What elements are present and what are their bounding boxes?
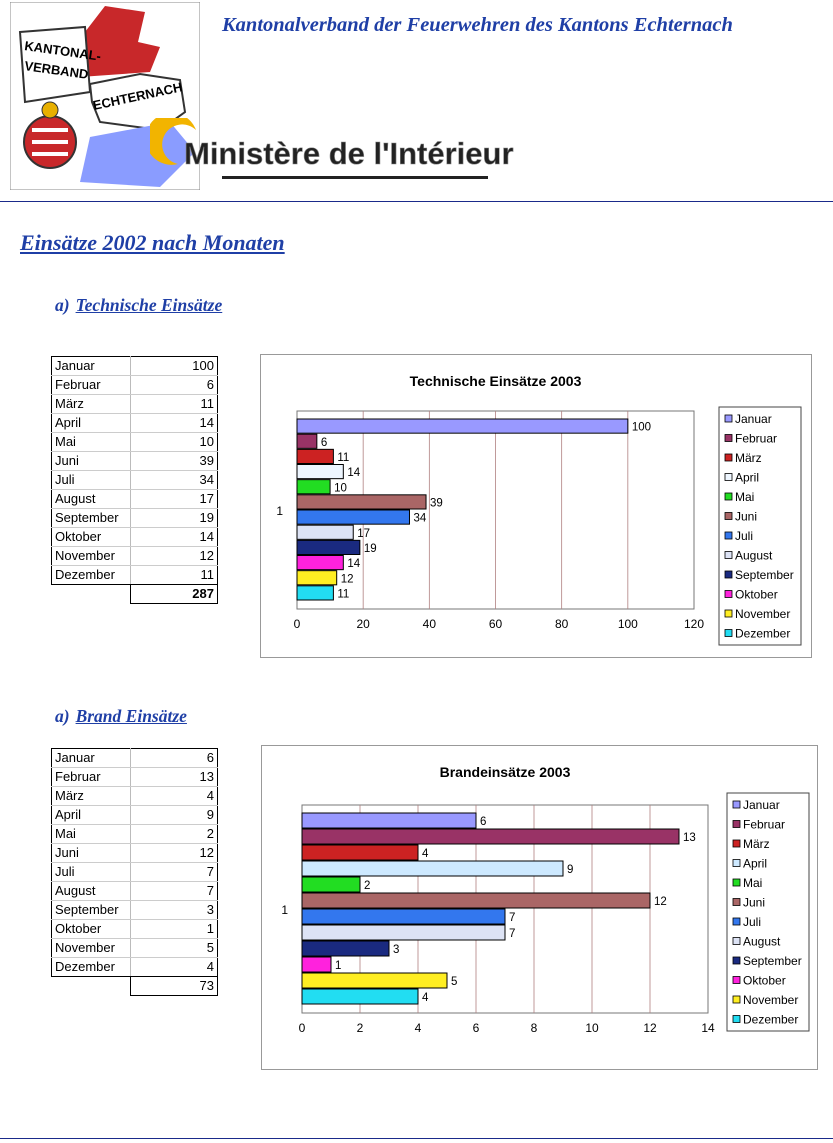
category-label: 1 xyxy=(276,504,283,518)
brand-chart xyxy=(261,745,818,1070)
total-cell: 73 xyxy=(131,977,218,996)
bar-august xyxy=(297,525,353,539)
bar-value-label: 4 xyxy=(422,848,429,860)
value-cell: 12 xyxy=(131,547,218,566)
x-tick-label: 6 xyxy=(472,1021,480,1035)
legend-entry: Mai xyxy=(743,876,763,890)
value-cell: 4 xyxy=(131,958,218,977)
ministere-text: Ministère de l'Intérieur xyxy=(184,136,514,171)
x-tick-label: 0 xyxy=(298,1021,306,1035)
value-cell: 7 xyxy=(131,882,218,901)
table-row xyxy=(52,452,218,471)
bar-value-label: 6 xyxy=(320,436,328,449)
total-row xyxy=(52,977,218,996)
value-cell: 13 xyxy=(131,768,218,787)
month-cell: August xyxy=(52,882,131,901)
month-cell: Juni xyxy=(52,844,131,863)
month-cell: Dezember xyxy=(52,958,131,977)
month-cell: Juni xyxy=(52,452,131,471)
legend-swatch xyxy=(733,879,740,886)
legend-entry: Januar xyxy=(735,412,772,426)
legend-entry: Dezember xyxy=(735,626,791,641)
legend-swatch xyxy=(733,821,740,828)
technische-chart xyxy=(260,354,812,658)
brand-table xyxy=(51,748,218,996)
legend-entry: November xyxy=(743,993,799,1007)
month-cell: April xyxy=(52,806,131,825)
table-row xyxy=(52,357,218,376)
value-cell: 9 xyxy=(131,806,218,825)
table-row xyxy=(52,433,218,452)
value-cell: 6 xyxy=(131,376,218,395)
value-cell: 6 xyxy=(131,749,218,768)
month-cell: Juli xyxy=(52,471,131,490)
x-tick-label: 20 xyxy=(356,617,370,631)
table-row xyxy=(52,376,218,395)
legend-entry: März xyxy=(735,451,762,465)
legend-swatch xyxy=(733,1016,740,1023)
x-tick-label: 40 xyxy=(422,617,437,631)
value-cell: 1 xyxy=(131,920,218,939)
bar-value-label: 1 xyxy=(335,960,342,972)
legend-swatch xyxy=(725,571,732,578)
bar-august xyxy=(302,925,505,940)
total-row xyxy=(52,585,218,604)
legend-entry: Februar xyxy=(735,431,778,446)
value-cell: 4 xyxy=(131,787,218,806)
value-cell: 100 xyxy=(131,357,218,376)
table-row xyxy=(52,920,218,939)
value-cell: 14 xyxy=(131,528,218,547)
bar-value-label: 4 xyxy=(422,992,429,1004)
x-tick-label: 80 xyxy=(554,617,569,631)
legend-swatch xyxy=(733,840,740,847)
month-cell: März xyxy=(52,787,131,806)
bar-value-label: 13 xyxy=(683,832,696,844)
month-cell: Juli xyxy=(52,863,131,882)
bar-value-label: 6 xyxy=(480,816,487,828)
value-cell: 34 xyxy=(131,471,218,490)
month-cell: Dezember xyxy=(52,566,131,585)
bar-value-label: 7 xyxy=(509,912,516,924)
month-cell: Mai xyxy=(52,825,131,844)
legend-entry: Oktober xyxy=(735,587,778,602)
legend-swatch xyxy=(725,630,732,637)
table-row xyxy=(52,806,218,825)
legend-swatch xyxy=(725,610,732,617)
month-cell: Januar xyxy=(52,749,131,768)
section-title: Technische Einsätze xyxy=(75,295,223,315)
bar-april xyxy=(297,465,343,479)
ministere-banner xyxy=(150,118,550,190)
x-tick-label: 12 xyxy=(643,1021,657,1035)
month-cell: November xyxy=(52,939,131,958)
x-tick-label: 120 xyxy=(683,617,705,631)
section-heading-technische xyxy=(55,295,222,316)
bar-value-label: 11 xyxy=(337,588,350,601)
legend-swatch xyxy=(725,435,732,442)
bar-februar xyxy=(297,434,317,448)
x-tick-label: 2 xyxy=(356,1021,364,1035)
legend-entry: September xyxy=(743,954,802,968)
table-row xyxy=(52,414,218,433)
table-row xyxy=(52,749,218,768)
legend-swatch xyxy=(725,513,732,520)
legend-entry: Februar xyxy=(743,817,786,832)
legend-entry: November xyxy=(735,607,791,621)
bar-dezember xyxy=(297,586,333,600)
month-cell: März xyxy=(52,395,131,414)
bar-value-label: 5 xyxy=(451,976,458,988)
x-tick-label: 14 xyxy=(701,1021,715,1035)
section-heading-brand xyxy=(55,706,187,727)
value-cell: 11 xyxy=(131,566,218,585)
legend-entry: August xyxy=(743,934,781,949)
page-title: Einsätze 2002 nach Monaten xyxy=(20,230,285,255)
table-row xyxy=(52,787,218,806)
legend-entry: April xyxy=(735,470,760,485)
bar-oktober xyxy=(297,556,343,570)
value-cell: 5 xyxy=(131,939,218,958)
bar-value-label: 12 xyxy=(340,573,354,586)
bar-value-label: 12 xyxy=(654,896,667,908)
month-cell: April xyxy=(52,414,131,433)
bar-april xyxy=(302,861,563,876)
header-divider xyxy=(0,201,833,202)
bar-mai xyxy=(297,480,330,494)
table-row xyxy=(52,528,218,547)
month-cell: August xyxy=(52,490,131,509)
bar-januar xyxy=(302,813,476,828)
value-cell: 10 xyxy=(131,433,218,452)
legend-swatch xyxy=(733,996,740,1003)
table-row xyxy=(52,844,218,863)
x-tick-label: 60 xyxy=(488,617,503,631)
section-marker: a) xyxy=(55,295,70,315)
bar-märz xyxy=(302,845,418,860)
legend-swatch xyxy=(733,899,740,906)
bar-value-label: 7 xyxy=(509,928,516,940)
legend-swatch xyxy=(733,938,740,945)
chart-title: Technische Einsätze 2003 xyxy=(409,373,582,389)
month-cell: Oktober xyxy=(52,528,131,547)
legend-swatch xyxy=(733,977,740,984)
x-tick-label: 10 xyxy=(585,1021,599,1035)
bar-value-label: 34 xyxy=(413,512,427,525)
technische-table xyxy=(51,356,218,604)
x-tick-label: 4 xyxy=(414,1021,422,1035)
bar-juni xyxy=(302,893,650,908)
bar-value-label: 17 xyxy=(357,527,371,540)
legend-entry: Oktober xyxy=(743,973,786,988)
legend-entry: Juni xyxy=(735,509,758,524)
bar-value-label: 9 xyxy=(567,864,574,876)
section-marker: a) xyxy=(55,706,70,726)
total-cell: 287 xyxy=(131,585,218,604)
legend-swatch xyxy=(725,454,732,461)
bar-september xyxy=(297,540,360,554)
bar-dezember xyxy=(302,989,418,1004)
bar-oktober xyxy=(302,957,331,972)
organization-title: Kantonalverband der Feuerwehren des Kantons Echternach xyxy=(222,14,733,36)
legend-swatch xyxy=(725,474,732,481)
x-tick-label: 0 xyxy=(293,617,301,631)
bar-november xyxy=(297,571,337,585)
table-row xyxy=(52,566,218,585)
month-cell: Oktober xyxy=(52,920,131,939)
bar-value-label: 2 xyxy=(364,880,371,892)
bar-value-label: 100 xyxy=(631,421,652,434)
bar-value-label: 11 xyxy=(337,451,350,464)
bar-märz xyxy=(297,449,333,463)
bar-value-label: 3 xyxy=(393,944,400,956)
chart-title: Brandeinsätze 2003 xyxy=(439,764,571,780)
logo-word-3: ECHTERNACH xyxy=(91,79,184,113)
legend-entry: März xyxy=(743,837,770,851)
table-row xyxy=(52,958,218,977)
table-row xyxy=(52,882,218,901)
table-row xyxy=(52,490,218,509)
bar-value-label: 14 xyxy=(347,467,361,480)
bar-februar xyxy=(302,829,679,844)
value-cell: 11 xyxy=(131,395,218,414)
value-cell: 3 xyxy=(131,901,218,920)
value-cell: 2 xyxy=(131,825,218,844)
table-row xyxy=(52,547,218,566)
value-cell: 39 xyxy=(131,452,218,471)
value-cell: 7 xyxy=(131,863,218,882)
category-label: 1 xyxy=(281,903,288,917)
bar-juni xyxy=(297,495,426,509)
legend-swatch xyxy=(725,415,732,422)
bar-value-label: 10 xyxy=(334,482,347,495)
legend-entry: April xyxy=(743,856,768,871)
legend-entry: August xyxy=(735,548,773,563)
table-row xyxy=(52,471,218,490)
legend-entry: Juli xyxy=(735,529,754,543)
month-cell: Januar xyxy=(52,357,131,376)
table-row xyxy=(52,509,218,528)
legend-entry: Juli xyxy=(743,915,762,929)
x-tick-label: 100 xyxy=(617,617,638,631)
legend-entry: Juni xyxy=(743,895,766,910)
legend-entry: September xyxy=(735,568,794,582)
x-tick-label: 8 xyxy=(530,1021,538,1035)
legend-swatch xyxy=(725,552,732,559)
bar-value-label: 14 xyxy=(347,558,361,571)
table-row xyxy=(52,768,218,787)
logo-word-1: KANTONAL- xyxy=(23,38,102,64)
bar-juli xyxy=(297,510,409,524)
bar-november xyxy=(302,973,447,988)
legend-entry: Mai xyxy=(735,490,755,504)
bar-value-label: 39 xyxy=(430,497,443,510)
bar-september xyxy=(302,941,389,956)
month-cell: September xyxy=(52,509,131,528)
month-cell: September xyxy=(52,901,131,920)
legend-swatch xyxy=(733,957,740,964)
table-row xyxy=(52,901,218,920)
bar-januar xyxy=(297,419,628,433)
month-cell: Mai xyxy=(52,433,131,452)
month-cell: Februar xyxy=(52,768,131,787)
table-row xyxy=(52,863,218,882)
value-cell: 14 xyxy=(131,414,218,433)
footer-divider xyxy=(0,1138,833,1139)
legend-swatch xyxy=(725,591,732,598)
legend-swatch xyxy=(733,860,740,867)
value-cell: 12 xyxy=(131,844,218,863)
legend-entry: Dezember xyxy=(743,1012,799,1027)
table-row xyxy=(52,939,218,958)
value-cell: 19 xyxy=(131,509,218,528)
section-title: Brand Einsätze xyxy=(75,706,187,726)
legend-swatch xyxy=(725,493,732,500)
table-row xyxy=(52,395,218,414)
bar-juli xyxy=(302,909,505,924)
bar-mai xyxy=(302,877,360,892)
legend-swatch xyxy=(733,801,740,808)
month-cell: November xyxy=(52,547,131,566)
legend-entry: Januar xyxy=(743,798,780,812)
table-row xyxy=(52,825,218,844)
value-cell: 17 xyxy=(131,490,218,509)
legend-swatch xyxy=(725,532,732,539)
logo-word-2: VERBAND xyxy=(23,58,90,82)
month-cell: Februar xyxy=(52,376,131,395)
legend-swatch xyxy=(733,918,740,925)
bar-value-label: 19 xyxy=(363,542,377,555)
